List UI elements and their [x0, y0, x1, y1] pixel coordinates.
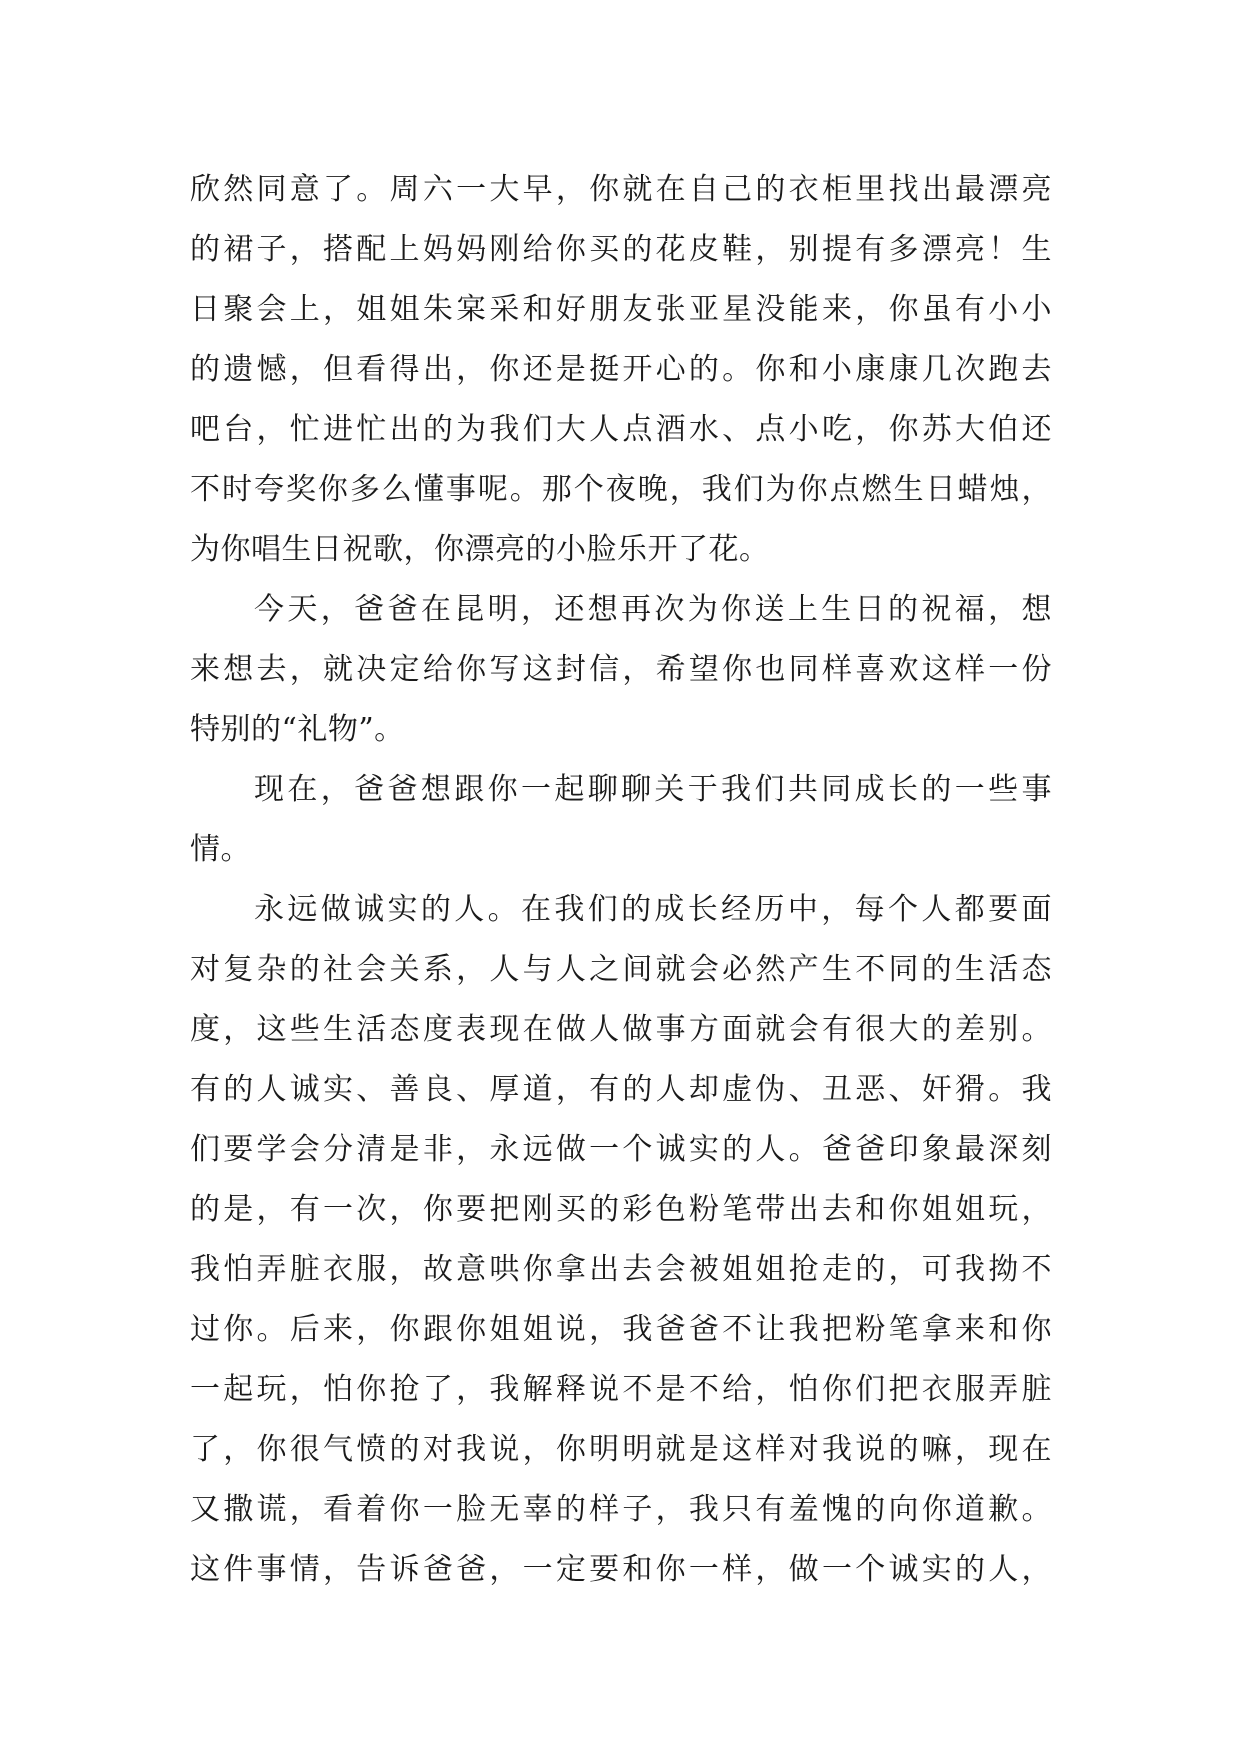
letter-body-text — [190, 160, 1052, 1600]
text-line: 永远做诚实的人。在我们的成长经历中，每个人都要面 — [254, 892, 1052, 927]
text-line: 们要学会分清是非，永远做一个诚实的人。爸爸印象最深刻 — [190, 1132, 1052, 1167]
text-line: 吧台，忙进忙出的为我们大人点酒水、点小吃，你苏大伯还 — [190, 412, 1052, 447]
text-line: 日聚会上，姐姐朱宲采和好朋友张亚星没能来，你虽有小小 — [190, 292, 1052, 327]
text-line: 了，你很气愤的对我说，你明明就是这样对我说的嘛，现在 — [190, 1432, 1052, 1467]
text-line: 为你唱生日祝歌，你漂亮的小脸乐开了花。 — [190, 532, 770, 567]
text-line: 我怕弄脏衣服，故意哄你拿出去会被姐姐抢走的，可我拗不 — [190, 1252, 1052, 1287]
text-line: 欣然同意了。周六一大早，你就在自己的衣柜里找出最漂亮 — [190, 172, 1052, 207]
text-line: 对复杂的社会关系，人与人之间就会必然产生不同的生活态 — [190, 952, 1052, 987]
text-line: 有的人诚实、善良、厚道，有的人却虚伪、丑恶、奸猾。我 — [190, 1072, 1052, 1107]
text-line: 现在，爸爸想跟你一起聊聊关于我们共同成长的一些事 — [254, 772, 1052, 807]
text-line: 今天，爸爸在昆明，还想再次为你送上生日的祝福，想 — [254, 592, 1052, 627]
text-line: 度，这些生活态度表现在做人做事方面就会有很大的差别。 — [190, 1012, 1052, 1047]
text-line: 过你。后来，你跟你姐姐说，我爸爸不让我把粉笔拿来和你 — [190, 1312, 1052, 1347]
text-line: 情。 — [190, 832, 251, 867]
text-line: 的是，有一次，你要把刚买的彩色粉笔带出去和你姐姐玩， — [190, 1192, 1052, 1227]
text-line: 一起玩，怕你抢了，我解释说不是不给，怕你们把衣服弄脏 — [190, 1372, 1052, 1407]
text-line: 的遗憾，但看得出，你还是挺开心的。你和小康康几次跑去 — [190, 352, 1052, 387]
text-line: 来想去，就决定给你写这封信，希望你也同样喜欢这样一份 — [190, 652, 1052, 687]
text-line: 不时夸奖你多么懂事呢。那个夜晚，我们为你点燃生日蜡烛， — [190, 472, 1052, 507]
text-line: 又撒谎，看着你一脸无辜的样子，我只有羞愧的向你道歉。 — [190, 1492, 1052, 1527]
text-line: 这件事情，告诉爸爸，一定要和你一样，做一个诚实的人， — [190, 1552, 1052, 1587]
text-line: 的裙子，搭配上妈妈刚给你买的花皮鞋，别提有多漂亮！生 — [190, 232, 1052, 267]
text-line: 特别的“礼物”。 — [190, 712, 405, 747]
